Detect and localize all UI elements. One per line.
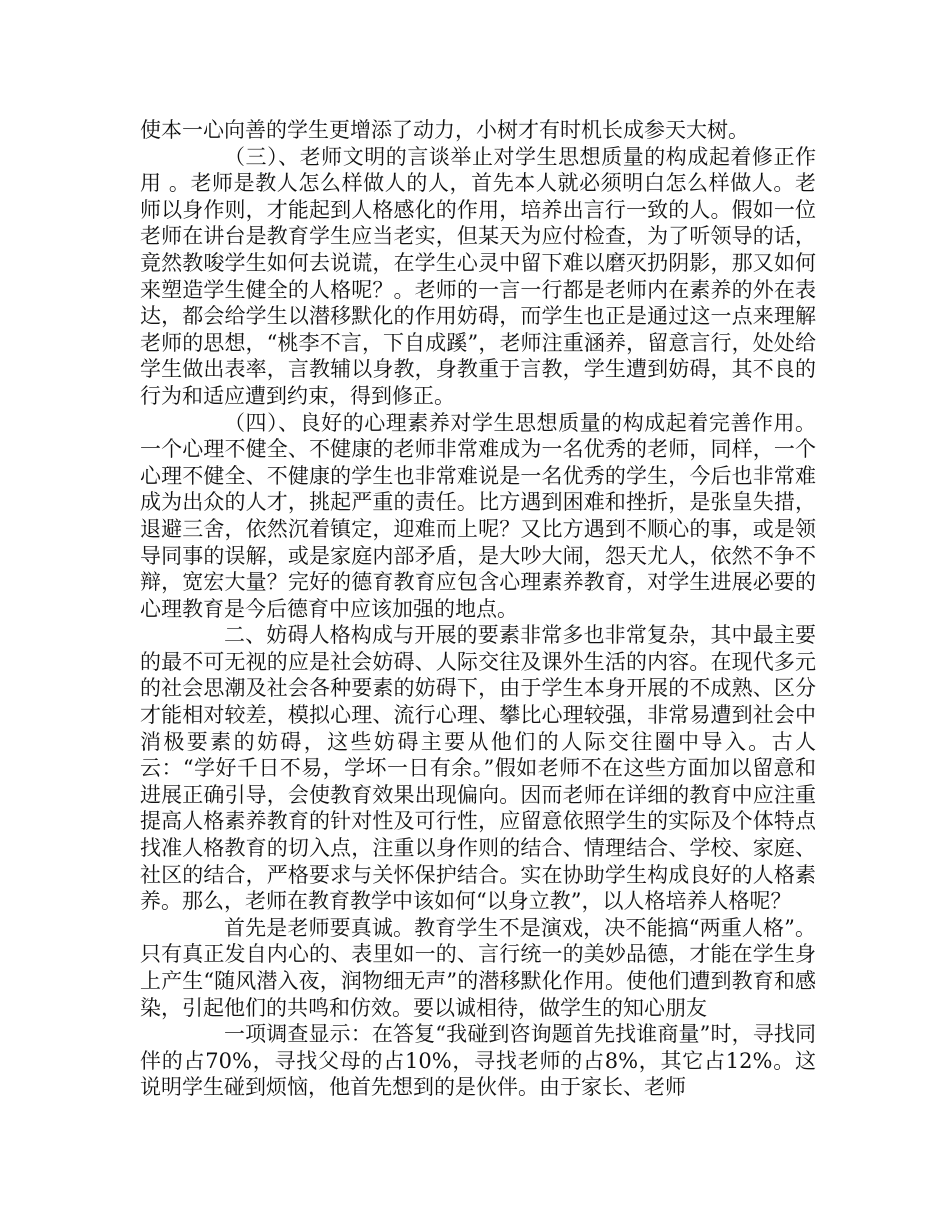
paragraph-2: （三）、老师文明的言谈举止对学生思想质量的构成起着修正作用 。老师是教人怎么样做人的人，首先本人就必须明白怎么样做人。老师以身作则，才能起到人格感化的作用，培养出言行一致的人。假如一位老师在讲台是教育学生应当老实，但某天为应付检查，为了听领导的话，竟然教唆学生如何去说谎，在学生心灵中留下难以磨灭扔阴影，那又如何来塑造学生健全的人格呢？。老师的一言一行都是老师内在素养的外在表达，都会给学生以潜移默化的作用妨碍，而学生也正是通过这一点来理解老师的思想，“桃李不言，下自成蹊”，老师注重涵养，留意言行，处处给学生做出表率，言教辅以身教，身教重于言教，学生遭到妨碍，其不良的行为和适应遭到约束，得到修正。 [140,144,816,408]
paragraph-1: 使本一心向善的学生更增添了动力，小树才有时机长成参天大树。 [140,118,749,142]
paragraph-6: 一项调查显示：在答复“我碰到咨询题首先找谁商量”时，寻找同伴的占70%，寻找父母的占10%，寻找老师的占8%，其它占12%。这说明学生碰到烦恼，他首先想到的是伙伴。由于家长、老师 [140,1022,816,1100]
document-body [140,117,816,1101]
paragraph-3: （四）、良好的心理素养对学生思想质量的构成起着完善作用。一个心理不健全、不健康的老师非常难成为一名优秀的老师，同样，一个心理不健全、不健康的学生也非常难说是一名优秀的学生，今后也非常难成为出众的人才，挑起严重的责任。比方遇到困难和挫折，是张皇失措，退避三舍，依然沉着镇定，迎难而上呢？又比方遇到不顺心的事，或是领导同事的误解，或是家庭内部矛盾，是大吵大闹，怨天尤人，依然不争不辩，宽宏大量？完好的德育教育应包含心理素养教育，对学生进展必要的心理教育是今后德育中应该加强的地点。 [140,410,816,621]
paragraph-5: 首先是老师要真诚。教育学生不是演戏，决不能搞“两重人格”。只有真正发自内心的、表里如一的、言行统一的美妙品德，才能在学生身上产生“随风潜入夜，润物细无声”的潜移默化作用。使他们遭到教育和感染，引起他们的共鸣和仿效。要以诚相待，做学生的知心朋友 [140,915,816,1020]
paragraph-4: 二、妨碍人格构成与开展的要素非常多也非常复杂，其中最主要的最不可无视的应是社会妨碍、人际交往及课外生活的内容。在现代多元的社会思潮及社会各种要素的妨碍下，由于学生本身开展的不成熟、区分才能相对较差，模拟心理、流行心理、攀比心理较强，非常易遭到社会中消极要素的妨碍，这些妨碍主要从他们的人际交往圈中导入。古人云：“学好千日不易，学坏一日有余。”假如老师不在这些方面加以留意和进展正确引导，会使教育效果出现偏向。因而老师在详细的教育中应注重提高人格素养教育的针对性及可行性，应留意依照学生的实际及个体特点找准人格教育的切入点，注重以身作则的结合、情理结合、学校、家庭、社区的结合，严格要求与关怀保护结合。实在协助学生构成良好的人格素养。那么，老师在教育教学中该如何“以身立教”，以人格培养人格呢？ [140,623,816,914]
